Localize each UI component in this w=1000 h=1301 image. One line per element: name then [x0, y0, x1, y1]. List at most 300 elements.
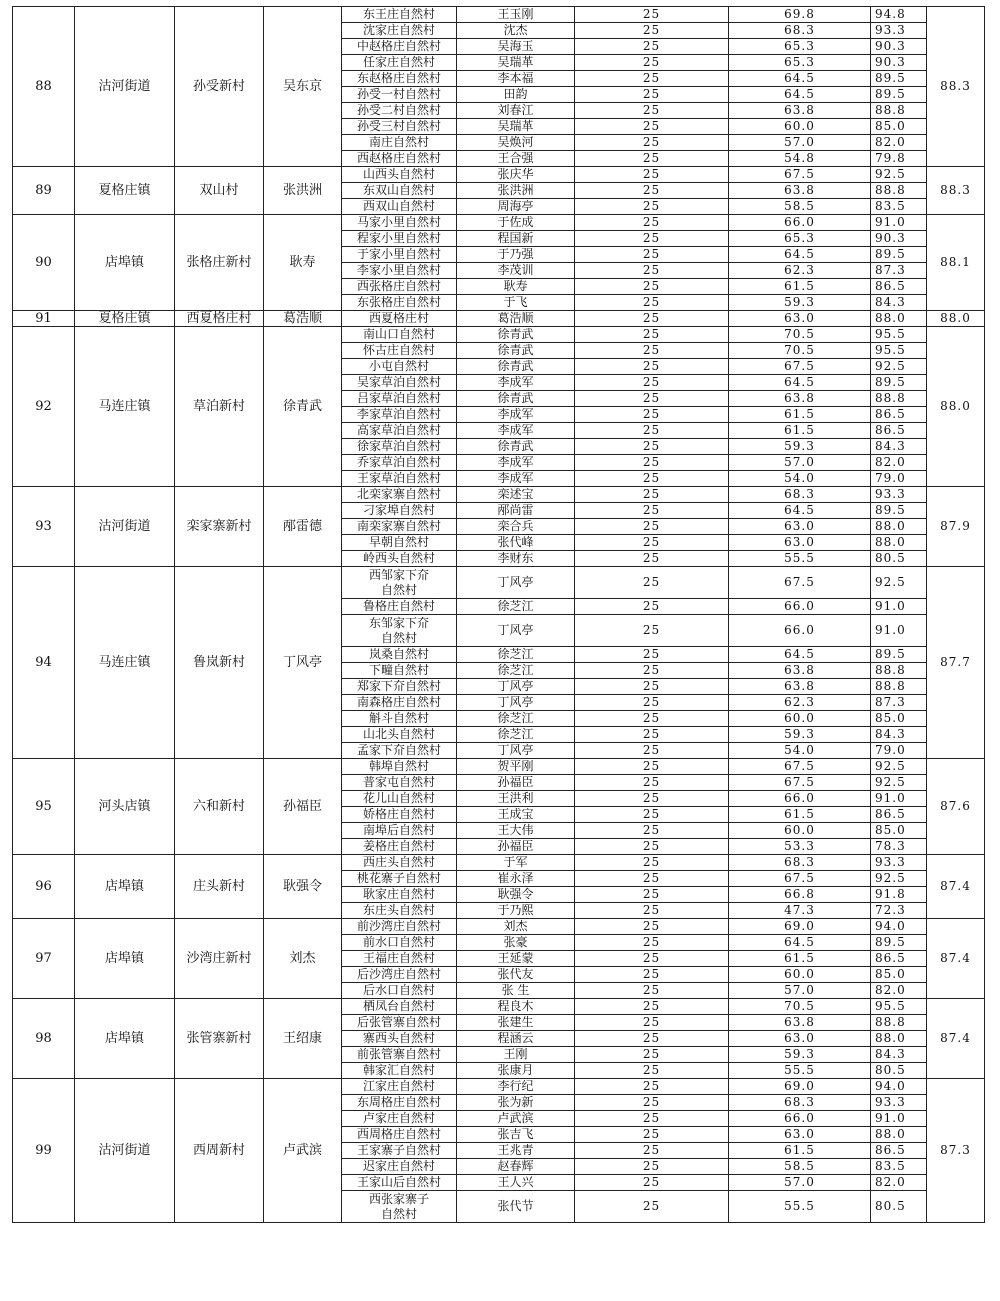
- assessment-score-cell: 64.5: [729, 87, 871, 103]
- row-total-cell: 90.3: [871, 55, 927, 71]
- assessment-score-cell: 61.5: [729, 407, 871, 423]
- natural-village-cell: 郑家下夼自然村: [342, 679, 457, 695]
- natural-village-cell: 东王庄自然村: [342, 7, 457, 23]
- person-cell: 徐芝江: [457, 727, 575, 743]
- base-score-cell: 25: [575, 599, 729, 615]
- person-cell: 于飞: [457, 295, 575, 311]
- group-town-cell: 店埠镇: [75, 919, 175, 999]
- assessment-score-cell: 69.8: [729, 7, 871, 23]
- base-score-cell: 25: [575, 199, 729, 215]
- person-cell: 丁风亭: [457, 743, 575, 759]
- assessment-score-cell: 67.5: [729, 775, 871, 791]
- row-total-cell: 80.5: [871, 551, 927, 567]
- row-total-cell: 79.0: [871, 743, 927, 759]
- assessment-score-cell: 64.5: [729, 247, 871, 263]
- row-total-cell: 84.3: [871, 727, 927, 743]
- person-cell: 赵春辉: [457, 1159, 575, 1175]
- assessment-score-cell: 60.0: [729, 119, 871, 135]
- base-score-cell: 25: [575, 727, 729, 743]
- table-row: [13, 567, 985, 599]
- base-score-cell: 25: [575, 1047, 729, 1063]
- person-cell: 张庆华: [457, 167, 575, 183]
- group-number-cell: 98: [13, 999, 75, 1079]
- natural-village-cell: 早朝自然村: [342, 535, 457, 551]
- natural-village-cell: 下疃自然村: [342, 663, 457, 679]
- base-score-cell: 25: [575, 183, 729, 199]
- group-final-score-cell: 87.4: [927, 855, 985, 919]
- person-cell: 张为新: [457, 1095, 575, 1111]
- group-number-cell: 95: [13, 759, 75, 855]
- person-cell: 张洪洲: [457, 183, 575, 199]
- base-score-cell: 25: [575, 1063, 729, 1079]
- natural-village-cell: 前沙湾庄自然村: [342, 919, 457, 935]
- natural-village-cell: 南栾家寨自然村: [342, 519, 457, 535]
- group-town-cell: 河头店镇: [75, 759, 175, 855]
- assessment-score-cell: 66.8: [729, 887, 871, 903]
- assessment-score-cell: 61.5: [729, 807, 871, 823]
- natural-village-cell: 王家草泊自然村: [342, 471, 457, 487]
- group-village-cell: 栾家寨新村: [175, 487, 264, 567]
- group-leader-cell: 吴东京: [264, 7, 342, 167]
- row-total-cell: 91.0: [871, 1111, 927, 1127]
- row-total-cell: 89.5: [871, 503, 927, 519]
- table-row: [13, 215, 985, 231]
- base-score-cell: 25: [575, 231, 729, 247]
- base-score-cell: 25: [575, 1159, 729, 1175]
- base-score-cell: 25: [575, 935, 729, 951]
- person-cell: 吴瑞革: [457, 119, 575, 135]
- assessment-score-cell: 57.0: [729, 135, 871, 151]
- table-row: [13, 999, 985, 1015]
- row-total-cell: 89.5: [871, 935, 927, 951]
- natural-village-cell: 山北头自然村: [342, 727, 457, 743]
- base-score-cell: 25: [575, 167, 729, 183]
- table-row: [13, 759, 985, 775]
- group-final-score-cell: 88.3: [927, 167, 985, 215]
- natural-village-cell: 普家屯自然村: [342, 775, 457, 791]
- person-cell: 李成军: [457, 423, 575, 439]
- group-town-cell: 沽河街道: [75, 1079, 175, 1223]
- natural-village-cell: 娇格庄自然村: [342, 807, 457, 823]
- row-total-cell: 86.5: [871, 423, 927, 439]
- base-score-cell: 25: [575, 535, 729, 551]
- person-cell: 周海亭: [457, 199, 575, 215]
- base-score-cell: 25: [575, 55, 729, 71]
- group-number-cell: 94: [13, 567, 75, 759]
- person-cell: 程良木: [457, 999, 575, 1015]
- natural-village-cell: 斛斗自然村: [342, 711, 457, 727]
- base-score-cell: 25: [575, 951, 729, 967]
- group-final-score-cell: 88.0: [927, 311, 985, 327]
- person-cell: 王兆青: [457, 1143, 575, 1159]
- person-cell: 于乃熙: [457, 903, 575, 919]
- natural-village-cell: 孙受一村自然村: [342, 87, 457, 103]
- assessment-score-cell: 59.3: [729, 727, 871, 743]
- group-village-cell: 鲁岚新村: [175, 567, 264, 759]
- person-cell: 张吉飞: [457, 1127, 575, 1143]
- row-total-cell: 90.3: [871, 39, 927, 55]
- row-total-cell: 93.3: [871, 1095, 927, 1111]
- assessment-score-cell: 62.3: [729, 263, 871, 279]
- natural-village-cell: 鲁格庄自然村: [342, 599, 457, 615]
- row-total-cell: 82.0: [871, 983, 927, 999]
- assessment-score-cell: 63.8: [729, 663, 871, 679]
- assessment-score-cell: 63.0: [729, 1031, 871, 1047]
- score-table: [12, 6, 985, 1223]
- person-cell: 崔永泽: [457, 871, 575, 887]
- natural-village-cell: 徐家草泊自然村: [342, 439, 457, 455]
- base-score-cell: 25: [575, 983, 729, 999]
- assessment-score-cell: 59.3: [729, 439, 871, 455]
- base-score-cell: 25: [575, 967, 729, 983]
- natural-village-cell: 后水口自然村: [342, 983, 457, 999]
- row-total-cell: 87.3: [871, 263, 927, 279]
- group-leader-cell: 孙福臣: [264, 759, 342, 855]
- natural-village-cell: 王福庄自然村: [342, 951, 457, 967]
- person-cell: 王刚: [457, 1047, 575, 1063]
- assessment-score-cell: 66.0: [729, 599, 871, 615]
- natural-village-cell: 寨西头自然村: [342, 1031, 457, 1047]
- assessment-score-cell: 64.5: [729, 71, 871, 87]
- base-score-cell: 25: [575, 855, 729, 871]
- person-cell: 王合强: [457, 151, 575, 167]
- row-total-cell: 85.0: [871, 967, 927, 983]
- row-total-cell: 85.0: [871, 119, 927, 135]
- person-cell: 孙福臣: [457, 839, 575, 855]
- group-final-score-cell: 87.4: [927, 999, 985, 1079]
- natural-village-cell: 沈家庄自然村: [342, 23, 457, 39]
- row-total-cell: 94.0: [871, 1079, 927, 1095]
- person-cell: 田韵: [457, 87, 575, 103]
- assessment-score-cell: 64.5: [729, 375, 871, 391]
- person-cell: 徐青武: [457, 343, 575, 359]
- assessment-score-cell: 68.3: [729, 1095, 871, 1111]
- natural-village-cell: 孙受三村自然村: [342, 119, 457, 135]
- natural-village-cell: 刁家埠自然村: [342, 503, 457, 519]
- group-village-cell: 西周新村: [175, 1079, 264, 1223]
- group-final-score-cell: 87.6: [927, 759, 985, 855]
- row-total-cell: 83.5: [871, 199, 927, 215]
- group-town-cell: 沽河街道: [75, 7, 175, 167]
- person-cell: 张代峰: [457, 535, 575, 551]
- base-score-cell: 25: [575, 1031, 729, 1047]
- group-village-cell: 孙受新村: [175, 7, 264, 167]
- assessment-score-cell: 55.5: [729, 1191, 871, 1223]
- person-cell: 王人兴: [457, 1175, 575, 1191]
- assessment-score-cell: 64.5: [729, 935, 871, 951]
- assessment-score-cell: 63.0: [729, 1127, 871, 1143]
- natural-village-cell: 任家庄自然村: [342, 55, 457, 71]
- assessment-score-cell: 65.3: [729, 55, 871, 71]
- base-score-cell: 25: [575, 391, 729, 407]
- person-cell: 贺平刚: [457, 759, 575, 775]
- group-number-cell: 97: [13, 919, 75, 999]
- base-score-cell: 25: [575, 311, 729, 327]
- table-row: [13, 487, 985, 503]
- assessment-score-cell: 63.8: [729, 391, 871, 407]
- group-leader-cell: 丁风亭: [264, 567, 342, 759]
- group-leader-cell: 耿寿: [264, 215, 342, 311]
- base-score-cell: 25: [575, 1127, 729, 1143]
- base-score-cell: 25: [575, 1191, 729, 1223]
- base-score-cell: 25: [575, 999, 729, 1015]
- assessment-score-cell: 67.5: [729, 567, 871, 599]
- group-village-cell: 沙湾庄新村: [175, 919, 264, 999]
- person-cell: 耿寿: [457, 279, 575, 295]
- natural-village-cell: 东周格庄自然村: [342, 1095, 457, 1111]
- row-total-cell: 93.3: [871, 23, 927, 39]
- row-total-cell: 89.5: [871, 247, 927, 263]
- row-total-cell: 86.5: [871, 951, 927, 967]
- assessment-score-cell: 68.3: [729, 855, 871, 871]
- assessment-score-cell: 66.0: [729, 215, 871, 231]
- person-cell: 丁风亭: [457, 679, 575, 695]
- assessment-score-cell: 64.5: [729, 647, 871, 663]
- base-score-cell: 25: [575, 359, 729, 375]
- assessment-score-cell: 65.3: [729, 231, 871, 247]
- base-score-cell: 25: [575, 327, 729, 343]
- row-total-cell: 92.5: [871, 759, 927, 775]
- row-total-cell: 84.3: [871, 295, 927, 311]
- assessment-score-cell: 67.5: [729, 871, 871, 887]
- group-final-score-cell: 87.7: [927, 567, 985, 759]
- base-score-cell: 25: [575, 23, 729, 39]
- natural-village-cell: 王家山后自然村: [342, 1175, 457, 1191]
- assessment-score-cell: 66.0: [729, 791, 871, 807]
- table-row: [13, 855, 985, 871]
- row-total-cell: 92.5: [871, 567, 927, 599]
- row-total-cell: 92.5: [871, 359, 927, 375]
- person-cell: 于佐成: [457, 215, 575, 231]
- person-cell: 张康月: [457, 1063, 575, 1079]
- assessment-score-cell: 58.5: [729, 1159, 871, 1175]
- base-score-cell: 25: [575, 71, 729, 87]
- base-score-cell: 25: [575, 407, 729, 423]
- row-total-cell: 82.0: [871, 135, 927, 151]
- base-score-cell: 25: [575, 807, 729, 823]
- person-cell: 张建生: [457, 1015, 575, 1031]
- row-total-cell: 86.5: [871, 807, 927, 823]
- natural-village-cell: 李家草泊自然村: [342, 407, 457, 423]
- natural-village-cell: 乔家草泊自然村: [342, 455, 457, 471]
- natural-village-cell: 吕家草泊自然村: [342, 391, 457, 407]
- group-leader-cell: 耿强令: [264, 855, 342, 919]
- assessment-score-cell: 61.5: [729, 1143, 871, 1159]
- natural-village-cell: 东赵格庄自然村: [342, 71, 457, 87]
- assessment-score-cell: 54.0: [729, 471, 871, 487]
- natural-village-cell: 东庄头自然村: [342, 903, 457, 919]
- assessment-score-cell: 59.3: [729, 295, 871, 311]
- row-total-cell: 88.0: [871, 535, 927, 551]
- base-score-cell: 25: [575, 919, 729, 935]
- group-leader-cell: 葛浩顺: [264, 311, 342, 327]
- base-score-cell: 25: [575, 791, 729, 807]
- row-total-cell: 95.5: [871, 327, 927, 343]
- group-final-score-cell: 87.4: [927, 919, 985, 999]
- assessment-score-cell: 54.0: [729, 743, 871, 759]
- person-cell: 沈杰: [457, 23, 575, 39]
- natural-village-cell: 南埠后自然村: [342, 823, 457, 839]
- assessment-score-cell: 63.8: [729, 679, 871, 695]
- natural-village-cell: 岭西头自然村: [342, 551, 457, 567]
- table-row: [13, 7, 985, 23]
- assessment-score-cell: 67.5: [729, 167, 871, 183]
- person-cell: 耿强令: [457, 887, 575, 903]
- group-final-score-cell: 88.1: [927, 215, 985, 311]
- natural-village-cell: 山西头自然村: [342, 167, 457, 183]
- person-cell: 李成军: [457, 407, 575, 423]
- natural-village-cell: 南庄自然村: [342, 135, 457, 151]
- natural-village-cell: 高家草泊自然村: [342, 423, 457, 439]
- natural-village-cell: 王家寨子自然村: [342, 1143, 457, 1159]
- assessment-score-cell: 57.0: [729, 983, 871, 999]
- base-score-cell: 25: [575, 503, 729, 519]
- person-cell: 丁风亭: [457, 695, 575, 711]
- row-total-cell: 93.3: [871, 487, 927, 503]
- natural-village-cell: 西邹家下夼 自然村: [342, 567, 457, 599]
- group-number-cell: 96: [13, 855, 75, 919]
- person-cell: 刘春江: [457, 103, 575, 119]
- base-score-cell: 25: [575, 1143, 729, 1159]
- assessment-score-cell: 63.8: [729, 1015, 871, 1031]
- natural-village-cell: 耿家庄自然村: [342, 887, 457, 903]
- row-total-cell: 93.3: [871, 855, 927, 871]
- natural-village-cell: 孟家下夼自然村: [342, 743, 457, 759]
- person-cell: 王成宝: [457, 807, 575, 823]
- table-row: [13, 919, 985, 935]
- person-cell: 卢武滨: [457, 1111, 575, 1127]
- person-cell: 李茂训: [457, 263, 575, 279]
- row-total-cell: 84.3: [871, 439, 927, 455]
- assessment-score-cell: 70.5: [729, 343, 871, 359]
- group-final-score-cell: 87.9: [927, 487, 985, 567]
- person-cell: 程涵云: [457, 1031, 575, 1047]
- person-cell: 李行纪: [457, 1079, 575, 1095]
- row-total-cell: 87.3: [871, 695, 927, 711]
- natural-village-cell: 怀古庄自然村: [342, 343, 457, 359]
- row-total-cell: 91.0: [871, 599, 927, 615]
- row-total-cell: 88.0: [871, 519, 927, 535]
- row-total-cell: 88.8: [871, 103, 927, 119]
- base-score-cell: 25: [575, 695, 729, 711]
- group-town-cell: 店埠镇: [75, 999, 175, 1079]
- group-leader-cell: 卢武滨: [264, 1079, 342, 1223]
- base-score-cell: 25: [575, 823, 729, 839]
- group-leader-cell: 徐青武: [264, 327, 342, 487]
- assessment-score-cell: 69.0: [729, 919, 871, 935]
- base-score-cell: 25: [575, 343, 729, 359]
- assessment-score-cell: 47.3: [729, 903, 871, 919]
- row-total-cell: 88.8: [871, 391, 927, 407]
- natural-village-cell: 西赵格庄自然村: [342, 151, 457, 167]
- natural-village-cell: 东邹家下夼 自然村: [342, 615, 457, 647]
- row-total-cell: 72.3: [871, 903, 927, 919]
- row-total-cell: 86.5: [871, 279, 927, 295]
- group-town-cell: 马连庄镇: [75, 567, 175, 759]
- base-score-cell: 25: [575, 1175, 729, 1191]
- row-total-cell: 86.5: [871, 407, 927, 423]
- row-total-cell: 88.8: [871, 1015, 927, 1031]
- base-score-cell: 25: [575, 1015, 729, 1031]
- person-cell: 徐芝江: [457, 663, 575, 679]
- natural-village-cell: 花儿山自然村: [342, 791, 457, 807]
- assessment-score-cell: 63.0: [729, 535, 871, 551]
- assessment-score-cell: 54.8: [729, 151, 871, 167]
- assessment-score-cell: 61.5: [729, 951, 871, 967]
- natural-village-cell: 西夏格庄村: [342, 311, 457, 327]
- row-total-cell: 78.3: [871, 839, 927, 855]
- person-cell: 徐青武: [457, 327, 575, 343]
- person-cell: 张代友: [457, 967, 575, 983]
- base-score-cell: 25: [575, 487, 729, 503]
- assessment-score-cell: 61.5: [729, 279, 871, 295]
- person-cell: 张 生: [457, 983, 575, 999]
- assessment-score-cell: 57.0: [729, 1175, 871, 1191]
- base-score-cell: 25: [575, 295, 729, 311]
- person-cell: 吴瑞革: [457, 55, 575, 71]
- row-total-cell: 94.8: [871, 7, 927, 23]
- row-total-cell: 86.5: [871, 1143, 927, 1159]
- person-cell: 丁风亭: [457, 615, 575, 647]
- row-total-cell: 80.5: [871, 1063, 927, 1079]
- row-total-cell: 79.8: [871, 151, 927, 167]
- natural-village-cell: 韩家汇自然村: [342, 1063, 457, 1079]
- person-cell: 李财东: [457, 551, 575, 567]
- row-total-cell: 88.8: [871, 183, 927, 199]
- row-total-cell: 95.5: [871, 343, 927, 359]
- natural-village-cell: 栖凤台自然村: [342, 999, 457, 1015]
- group-town-cell: 马连庄镇: [75, 327, 175, 487]
- assessment-score-cell: 66.0: [729, 615, 871, 647]
- row-total-cell: 82.0: [871, 1175, 927, 1191]
- person-cell: 葛浩顺: [457, 311, 575, 327]
- base-score-cell: 25: [575, 135, 729, 151]
- row-total-cell: 92.5: [871, 871, 927, 887]
- row-total-cell: 85.0: [871, 711, 927, 727]
- row-total-cell: 82.0: [871, 455, 927, 471]
- person-cell: 徐芝江: [457, 711, 575, 727]
- person-cell: 王大伟: [457, 823, 575, 839]
- base-score-cell: 25: [575, 375, 729, 391]
- base-score-cell: 25: [575, 423, 729, 439]
- person-cell: 李成军: [457, 375, 575, 391]
- natural-village-cell: 卢家庄自然村: [342, 1111, 457, 1127]
- group-final-score-cell: 88.3: [927, 7, 985, 167]
- base-score-cell: 25: [575, 759, 729, 775]
- group-leader-cell: 邴雷德: [264, 487, 342, 567]
- natural-village-cell: 西周格庄自然村: [342, 1127, 457, 1143]
- natural-village-cell: 马家小里自然村: [342, 215, 457, 231]
- assessment-score-cell: 70.5: [729, 327, 871, 343]
- group-village-cell: 西夏格庄村: [175, 311, 264, 327]
- row-total-cell: 85.0: [871, 823, 927, 839]
- natural-village-cell: 程家小里自然村: [342, 231, 457, 247]
- assessment-score-cell: 67.5: [729, 759, 871, 775]
- base-score-cell: 25: [575, 647, 729, 663]
- base-score-cell: 25: [575, 871, 729, 887]
- row-total-cell: 89.5: [871, 71, 927, 87]
- row-total-cell: 88.0: [871, 1031, 927, 1047]
- person-cell: 徐青武: [457, 439, 575, 455]
- natural-village-cell: 东双山自然村: [342, 183, 457, 199]
- assessment-score-cell: 53.3: [729, 839, 871, 855]
- assessment-score-cell: 60.0: [729, 711, 871, 727]
- person-cell: 王洪利: [457, 791, 575, 807]
- row-total-cell: 84.3: [871, 1047, 927, 1063]
- assessment-score-cell: 64.5: [729, 503, 871, 519]
- group-town-cell: 夏格庄镇: [75, 311, 175, 327]
- person-cell: 程国新: [457, 231, 575, 247]
